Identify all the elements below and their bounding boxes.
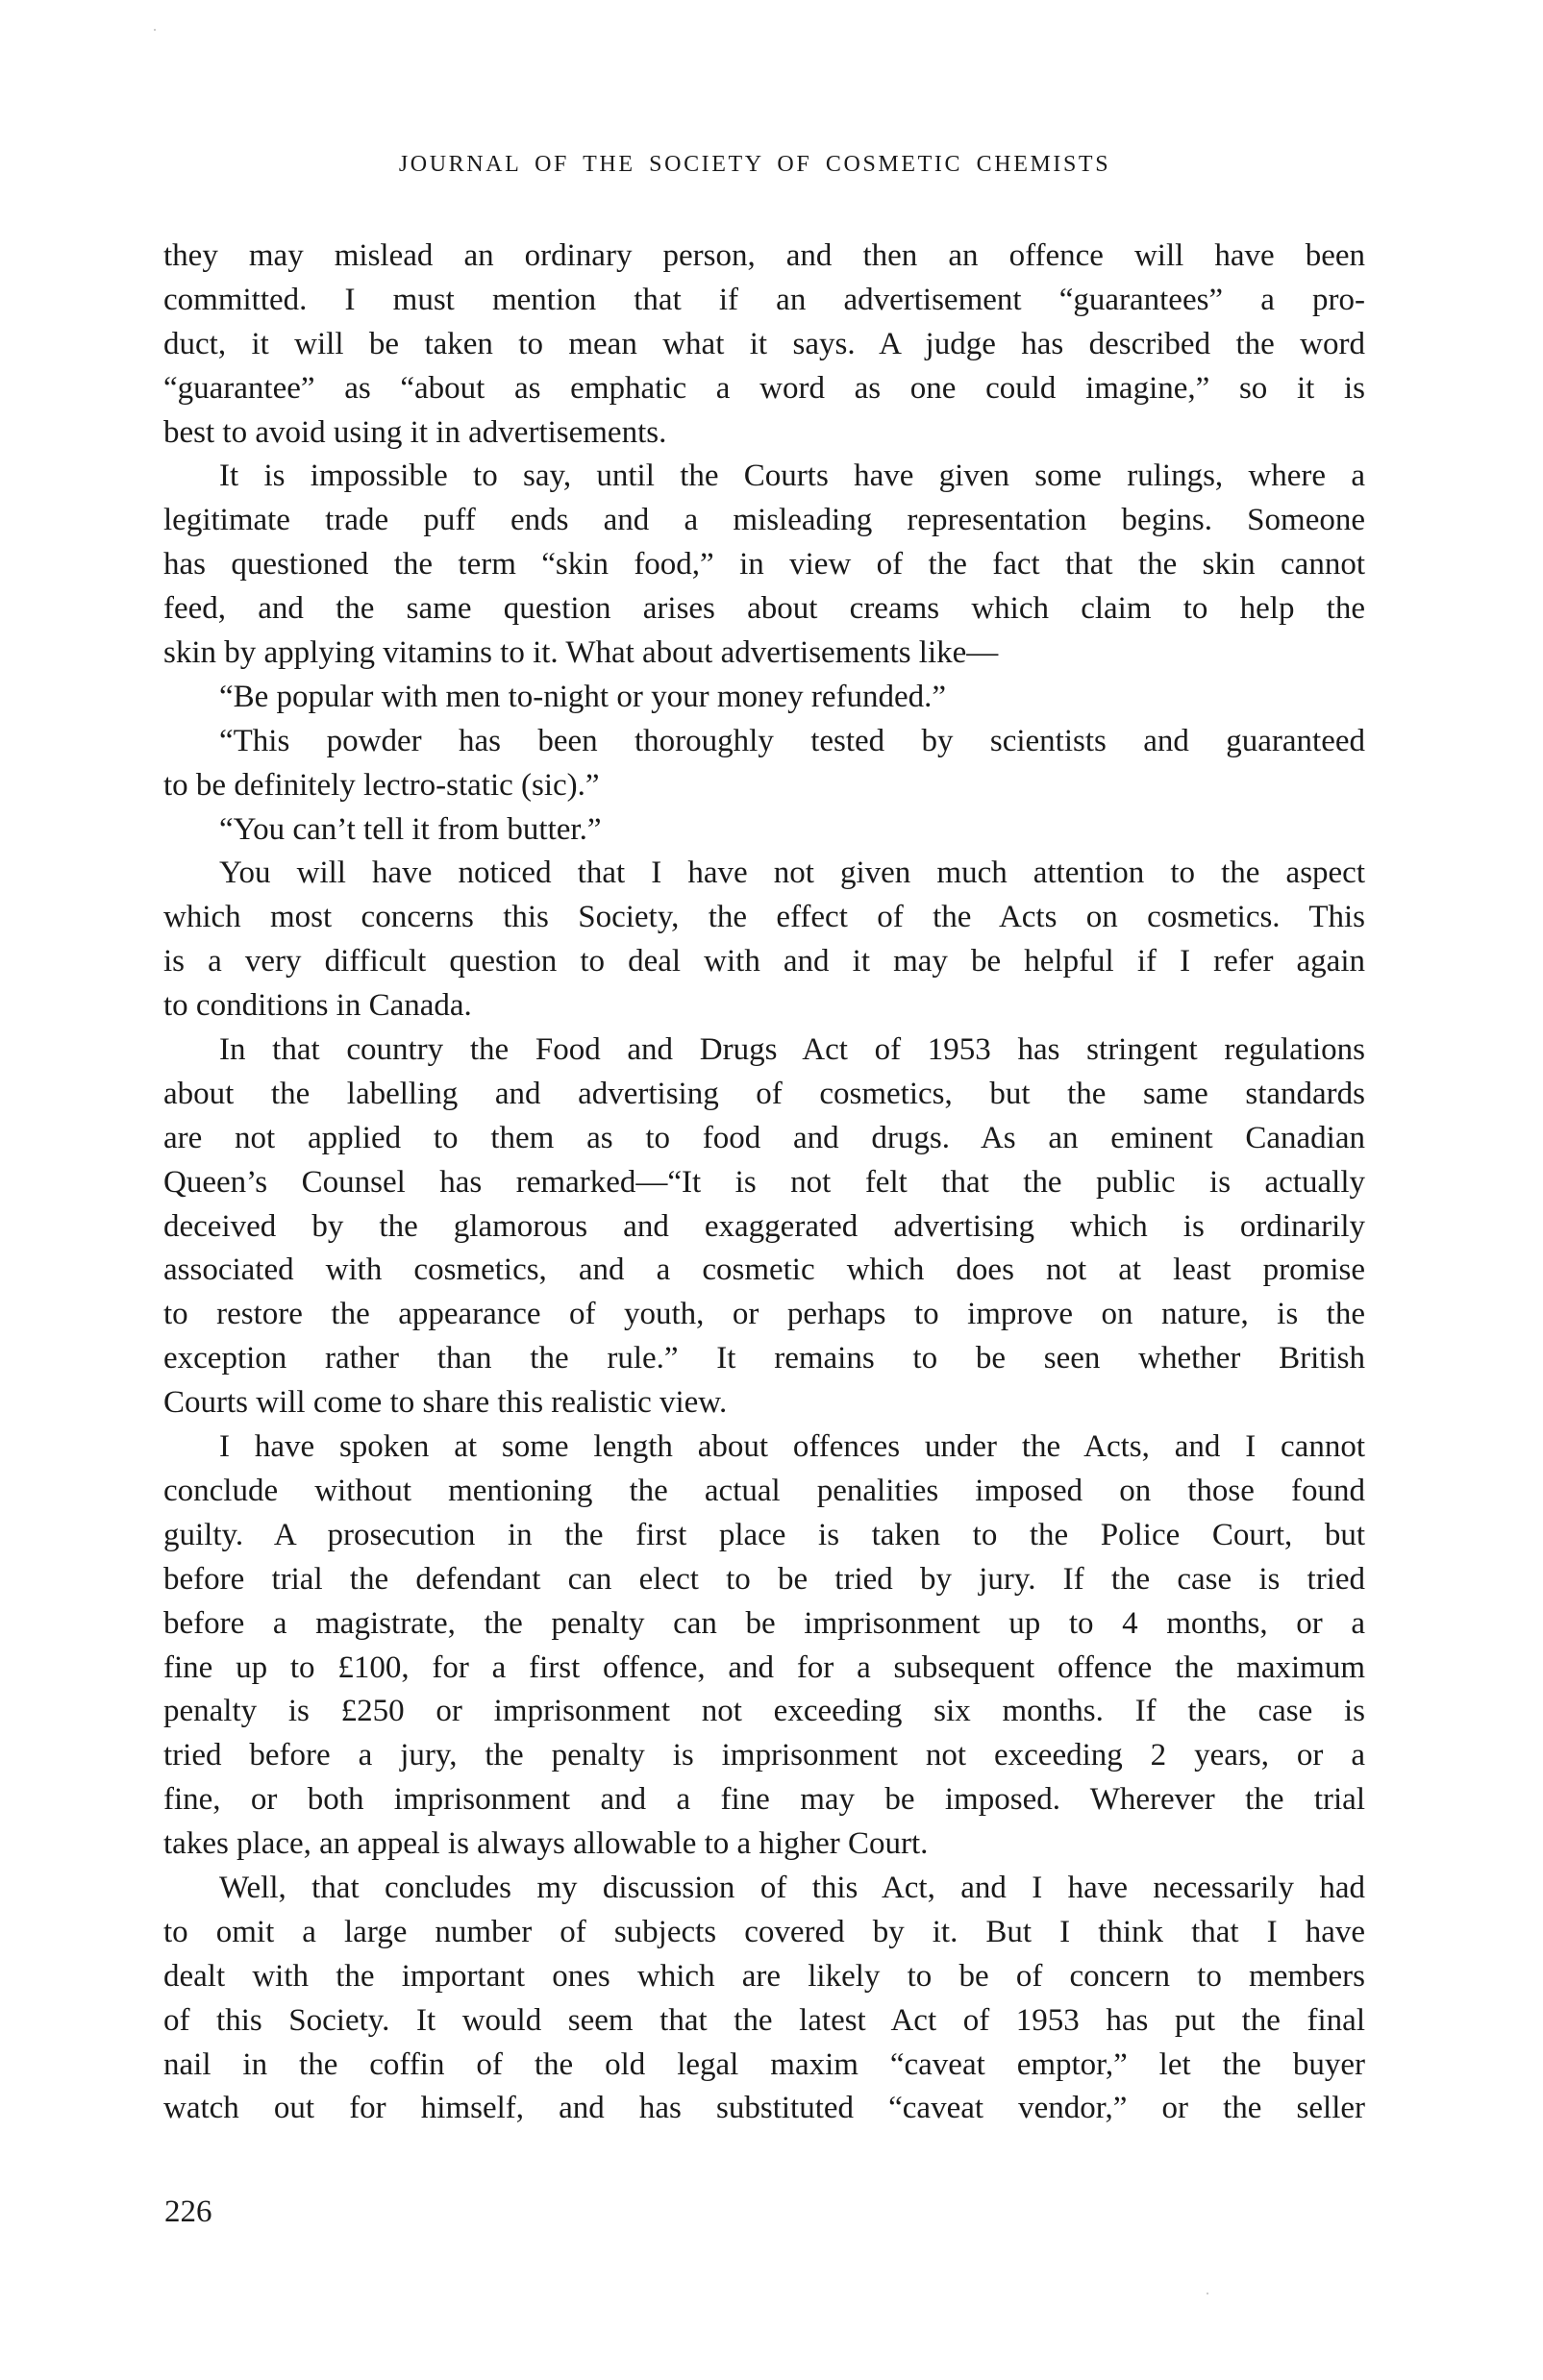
text-line: It is impossible to say, until the Courts have given some rulings, where a [219,459,1365,494]
text-line: to be definitely lectro-static (sic).” [163,767,600,803]
text-line: to conditions in Canada. [163,988,472,1024]
text-line: penalty is £250 or imprisonment not exceeding six months. If the case is [163,1694,1365,1729]
text-line: nail in the coffin of the old legal maxim “caveat emptor,” let the buyer [163,2046,1365,2082]
scan-speck [154,29,156,31]
text-line: before a magistrate, the penalty can be imprisonment up to 4 months, or a [163,1605,1365,1641]
text-line: guilty. A prosecution in the first place is taken to the Police Court, but [163,1517,1365,1552]
text-line: You will have noticed that I have not given much attention to the aspect [219,855,1365,891]
text-line: feed, and the same question arises about creams which claim to help the [163,591,1365,627]
running-header: JOURNAL OF THE SOCIETY OF COSMETIC CHEMISTS [398,152,1111,177]
text-line: I have spoken at some length about offences under the Acts, and I cannot [219,1429,1365,1465]
body-text [163,235,1365,2131]
text-line: exception rather than the rule.” It remains to be seen whether British [163,1341,1365,1376]
text-line: which most concerns this Society, the effect of the Acts on cosmetics. This [163,900,1365,935]
text-line: Courts will come to share this realistic view. [163,1385,728,1421]
text-line: “Be popular with men to-night or your money refunded.” [219,679,947,714]
text-line: “You can’t tell it from butter.” [219,811,602,847]
text-line: conclude without mentioning the actual penalities imposed on those found [163,1473,1365,1508]
text-line: duct, it will be taken to mean what it says. A judge has described the word [163,326,1365,361]
text-line: fine up to £100, for a first offence, and for a subsequent offence the maximum [163,1649,1365,1685]
text-line: dealt with the important ones which are likely to be of concern to members [163,1958,1365,1994]
text-line: associated with cosmetics, and a cosmetic which does not at least promise [163,1252,1365,1288]
text-line: skin by applying vitamins to it. What about advertisements like— [163,635,999,671]
text-line: before trial the defendant can elect to be tried by jury. If the case is tried [163,1561,1365,1597]
text-line: Queen’s Counsel has remarked—“It is not felt that the public is actually [163,1164,1365,1200]
text-line: “guarantee” as “about as emphatic a word as one could imagine,” so it is [163,370,1365,406]
text-line: they may mislead an ordinary person, and then an offence will have been [163,238,1365,273]
text-line: of this Society. It would seem that the latest Act of 1953 has put the final [163,2002,1365,2038]
text-line: takes place, an appeal is always allowable to a higher Court. [163,1826,929,1862]
text-line: legitimate trade puff ends and a misleading representation begins. Someone [163,503,1365,538]
text-line: to omit a large number of subjects covered by it. But I think that I have [163,1914,1365,1949]
text-line: tried before a jury, the penalty is imprisonment not exceeding 2 years, or a [163,1738,1365,1773]
text-line: watch out for himself, and has substituted “caveat vendor,” or the seller [163,2091,1365,2126]
text-line: “This powder has been thoroughly tested by scientists and guaranteed [219,723,1365,758]
text-line: In that country the Food and Drugs Act of 1953 has stringent regulations [219,1032,1365,1068]
text-line: has questioned the term “skin food,” in view of the fact that the skin cannot [163,547,1365,583]
text-line: is a very difficult question to deal with and it may be helpful if I refer again [163,944,1365,979]
text-line: deceived by the glamorous and exaggerated advertising which is ordinarily [163,1208,1365,1244]
text-line: are not applied to them as to food and drugs. As an eminent Canadian [163,1120,1365,1155]
text-line: committed. I must mention that if an advertisement “guarantees” a pro- [163,282,1365,317]
text-line: to restore the appearance of youth, or perhaps to improve on nature, is the [163,1297,1365,1332]
text-line: about the labelling and advertising of cosmetics, but the same standards [163,1076,1365,1111]
text-line: fine, or both imprisonment and a fine may be imposed. Wherever the trial [163,1782,1365,1818]
text-line: best to avoid using it in advertisements. [163,414,667,450]
scan-speck [1207,2293,1208,2294]
text-line: Well, that concludes my discussion of this Act, and I have necessarily had [219,1870,1365,1905]
page-number: 226 [164,2194,212,2229]
